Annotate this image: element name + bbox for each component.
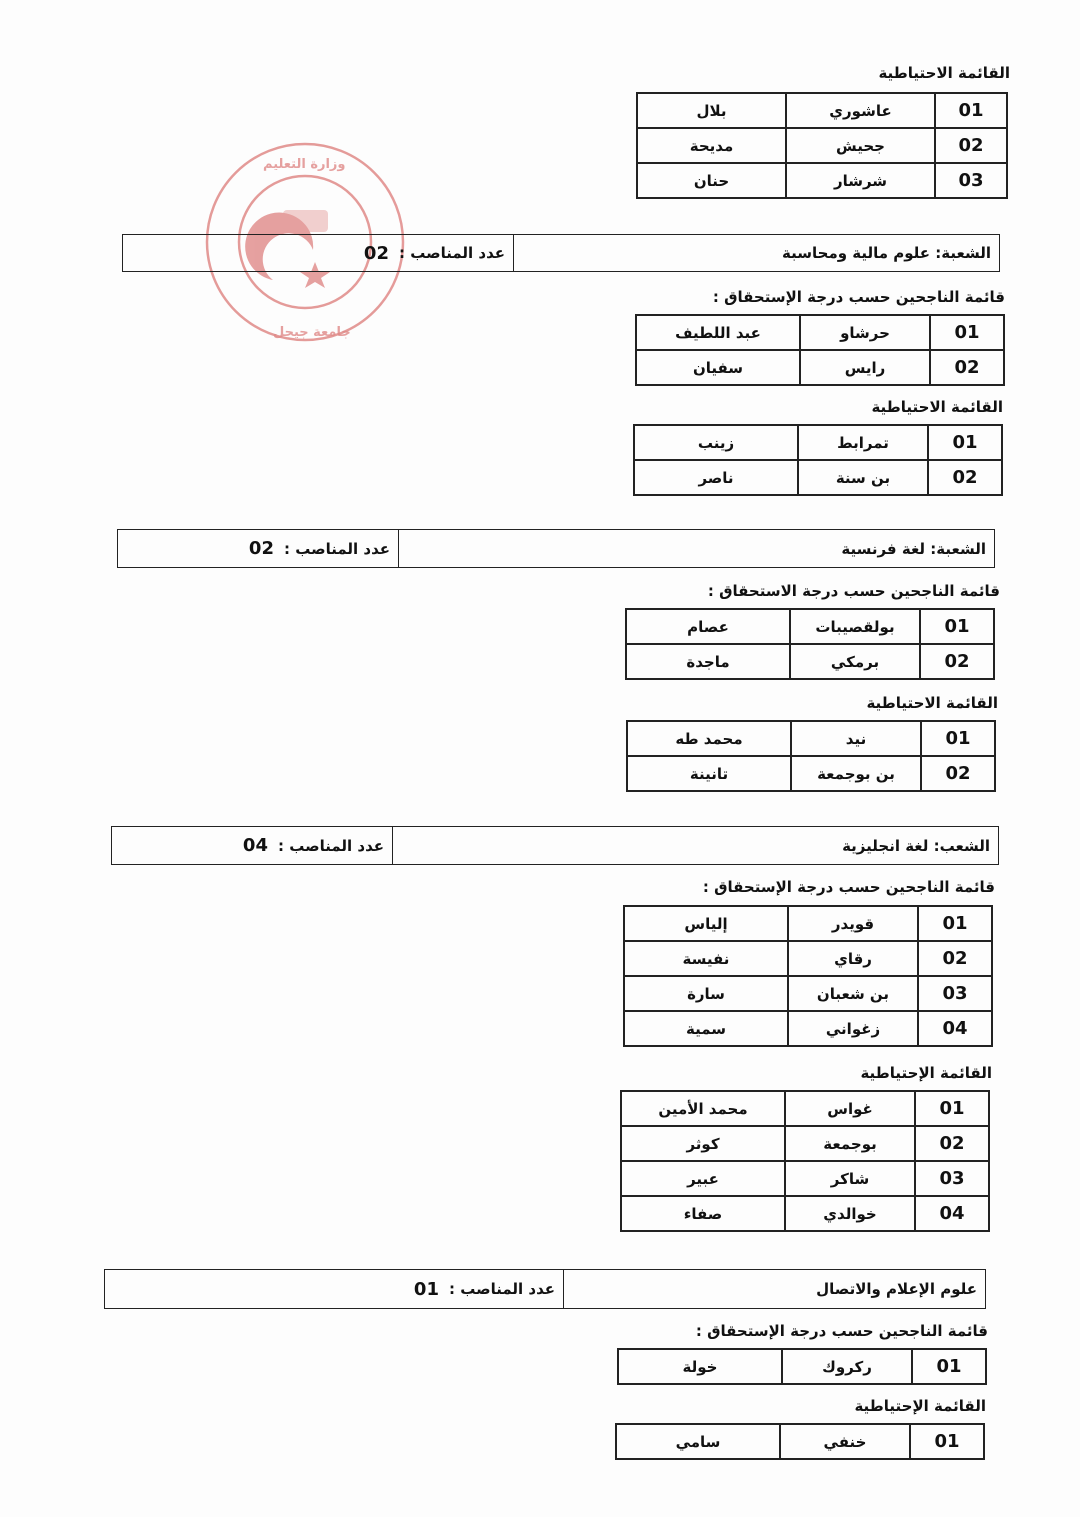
first-name-cell: مديحة xyxy=(637,128,786,163)
last-name-cell: شاكر xyxy=(785,1161,915,1196)
table-row xyxy=(616,1424,984,1459)
winners-list-title: قائمة الناجحين حسب درجة الإستحقاق : xyxy=(702,878,995,896)
last-name-cell: برمكي xyxy=(790,644,920,679)
first-name-cell: عبير xyxy=(621,1161,785,1196)
rank-cell: 01 xyxy=(930,315,1004,350)
first-name-cell: إلياس xyxy=(624,906,788,941)
english-winners-table xyxy=(623,905,993,1047)
table-row xyxy=(624,906,992,941)
table-row xyxy=(624,941,992,976)
posts-label: عدد المناصب : xyxy=(398,244,505,262)
first-name-cell: حنان xyxy=(637,163,786,198)
rank-cell: 03 xyxy=(915,1161,989,1196)
posts-number: 01 xyxy=(413,1278,439,1300)
table-row xyxy=(618,1349,986,1384)
rank-cell: 02 xyxy=(918,941,992,976)
rank-cell: 01 xyxy=(912,1349,986,1384)
first-name-cell: سفيان xyxy=(636,350,800,385)
table-row xyxy=(626,644,994,679)
field-name: الشعبة: علوم مالية ومحاسبة xyxy=(782,244,991,262)
table-row xyxy=(621,1126,989,1161)
reserve-list-title: القائمة الإحتياطية xyxy=(854,1397,986,1415)
first-name-cell: عبد اللطيف xyxy=(636,315,800,350)
last-name-cell: غواس xyxy=(785,1091,915,1126)
table-row xyxy=(636,350,1004,385)
last-name-cell: نيد xyxy=(791,721,921,756)
posts-label: عدد المناصب : xyxy=(448,1280,555,1298)
winners-list-title: قائمة الناجحين حسب درجة الاستحقاق : xyxy=(707,582,1000,600)
last-name-cell: شرشار xyxy=(786,163,935,198)
rank-cell: 01 xyxy=(928,425,1002,460)
reserve-list-title: القائمة الاحتياطية xyxy=(878,64,1010,82)
first-name-cell: بلال xyxy=(637,93,786,128)
last-name-cell: رايس xyxy=(800,350,930,385)
table-row xyxy=(637,163,1007,198)
reserve-list-title: القائمة الاحتياطية xyxy=(871,398,1003,416)
posts-count xyxy=(123,235,514,271)
media-reserve-table xyxy=(615,1423,985,1460)
first-name-cell: عصام xyxy=(626,609,790,644)
rank-cell: 01 xyxy=(910,1424,984,1459)
last-name-cell: بولقصيبات xyxy=(790,609,920,644)
first-name-cell: سامي xyxy=(616,1424,780,1459)
first-name-cell: كوثر xyxy=(621,1126,785,1161)
last-name-cell: جحيش xyxy=(786,128,935,163)
svg-text:وزارة التعليم: وزارة التعليم xyxy=(263,157,346,172)
table-row xyxy=(621,1196,989,1231)
table-row xyxy=(626,609,994,644)
table-row xyxy=(634,425,1002,460)
last-name-cell: قويدر xyxy=(788,906,918,941)
last-name-cell: زغواني xyxy=(788,1011,918,1046)
french-winners-table xyxy=(625,608,995,680)
winners-list-title: قائمة الناجحين حسب درجة الإستحقاق : xyxy=(695,1322,988,1340)
first-name-cell: تانينة xyxy=(627,756,791,791)
rank-cell: 03 xyxy=(918,976,992,1011)
table-row xyxy=(637,128,1007,163)
rank-cell: 04 xyxy=(918,1011,992,1046)
posts-label: عدد المناصب : xyxy=(277,836,384,855)
rank-cell: 01 xyxy=(918,906,992,941)
finance-winners-table xyxy=(635,314,1005,386)
table-row xyxy=(636,315,1004,350)
posts-count xyxy=(105,1270,564,1308)
last-name-cell: ركروك xyxy=(782,1349,912,1384)
first-name-cell: خولة xyxy=(618,1349,782,1384)
posts-label: عدد المناصب : xyxy=(283,539,390,558)
french-reserve-table xyxy=(626,720,996,792)
last-name-cell: خنفي xyxy=(780,1424,910,1459)
section-header-media xyxy=(104,1269,986,1309)
first-name-cell: صفاء xyxy=(621,1196,785,1231)
posts-count xyxy=(118,530,399,567)
last-name-cell: عاشوري xyxy=(786,93,935,128)
first-name-cell: محمد الأمين xyxy=(621,1091,785,1126)
table-row xyxy=(627,756,995,791)
rank-cell: 02 xyxy=(930,350,1004,385)
table-row xyxy=(627,721,995,756)
first-name-cell: زينب xyxy=(634,425,798,460)
last-name-cell: بن بوجمعة xyxy=(791,756,921,791)
last-name-cell: حرشاو xyxy=(800,315,930,350)
table-row xyxy=(624,976,992,1011)
winners-list-title: قائمة الناجحين حسب درجة الإستحقاق : xyxy=(712,288,1005,306)
table-row xyxy=(621,1091,989,1126)
rank-cell: 01 xyxy=(920,609,994,644)
table-row xyxy=(637,93,1007,128)
rank-cell: 04 xyxy=(915,1196,989,1231)
posts-count xyxy=(112,827,393,864)
rank-cell: 01 xyxy=(915,1091,989,1126)
last-name-cell: بن سنة xyxy=(798,460,928,495)
last-name-cell: رقاي xyxy=(788,941,918,976)
field-name: الشعبة: لغة فرنسية xyxy=(841,539,986,558)
rank-cell: 03 xyxy=(935,163,1007,198)
media-winners-table xyxy=(617,1348,987,1385)
last-name-cell: خوالدي xyxy=(785,1196,915,1231)
finance-reserve-table xyxy=(633,424,1003,496)
table-row xyxy=(634,460,1002,495)
section-header-french xyxy=(117,529,995,568)
rank-cell: 02 xyxy=(928,460,1002,495)
first-name-cell: ناصر xyxy=(634,460,798,495)
last-name-cell: بوجمعة xyxy=(785,1126,915,1161)
first-name-cell: ماجدة xyxy=(626,644,790,679)
last-name-cell: بن شعبان xyxy=(788,976,918,1011)
table-row xyxy=(624,1011,992,1046)
field-name: علوم الإعلام والاتصال xyxy=(816,1280,977,1298)
first-name-cell: سارة xyxy=(624,976,788,1011)
rank-cell: 01 xyxy=(921,721,995,756)
section-header-english xyxy=(111,826,999,865)
field-name: الشعب: لغة انجليزية xyxy=(842,836,990,855)
svg-text:جامعة جيجل: جامعة جيجل xyxy=(273,325,351,340)
english-reserve-table xyxy=(620,1090,990,1232)
posts-number: 02 xyxy=(363,242,389,264)
reserve-list-title: القائمة الإحتياطية xyxy=(860,1064,992,1082)
rank-cell: 02 xyxy=(921,756,995,791)
reserve-list-title: القائمة الاحتياطية xyxy=(866,694,998,712)
last-name-cell: تمرابط xyxy=(798,425,928,460)
top-reserve-table xyxy=(636,92,1008,199)
rank-cell: 02 xyxy=(915,1126,989,1161)
section-header-finance xyxy=(122,234,1000,272)
rank-cell: 02 xyxy=(920,644,994,679)
posts-number: 02 xyxy=(248,538,274,559)
first-name-cell: محمد طه xyxy=(627,721,791,756)
rank-cell: 01 xyxy=(935,93,1007,128)
rank-cell: 02 xyxy=(935,128,1007,163)
first-name-cell: نفيسة xyxy=(624,941,788,976)
table-row xyxy=(621,1161,989,1196)
first-name-cell: سمية xyxy=(624,1011,788,1046)
posts-number: 04 xyxy=(242,835,268,856)
